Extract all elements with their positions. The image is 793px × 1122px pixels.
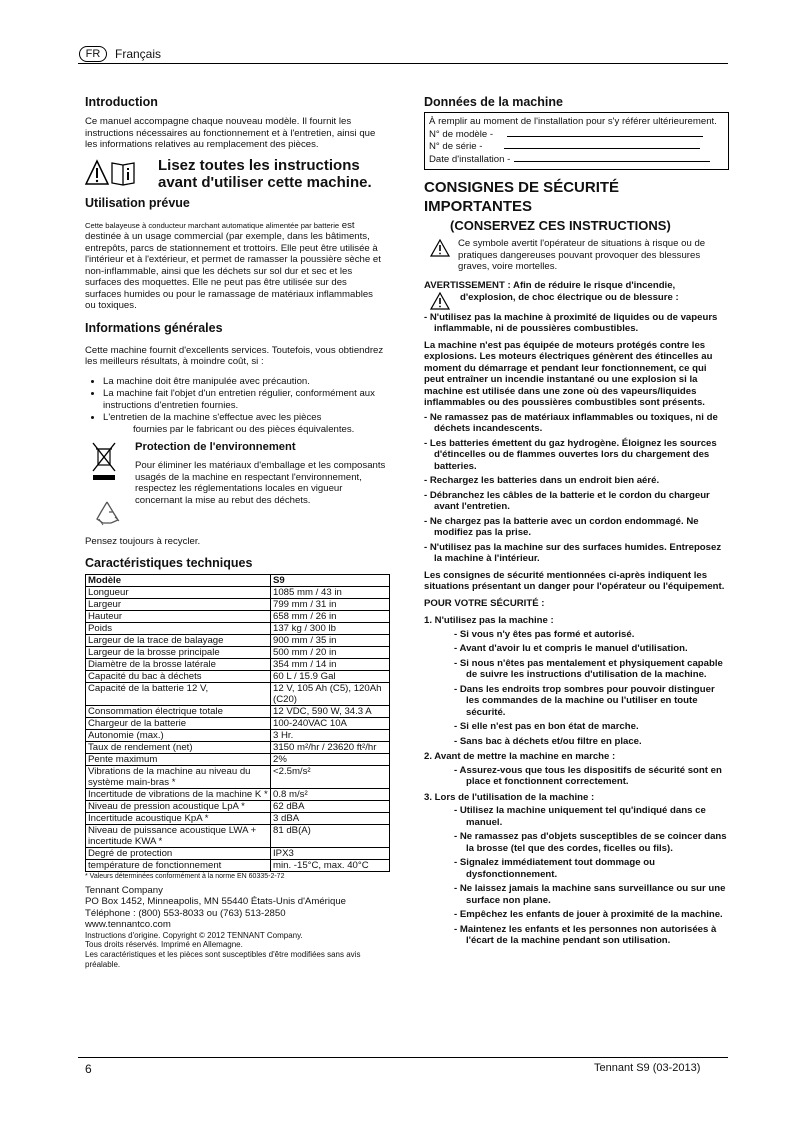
s1-items-item: - Sans bac à déchets et/ou filtre en place. <box>454 735 642 747</box>
warning-line-b-wrap <box>424 292 729 308</box>
s3-items-text: Signalez immédiatement tout dommage ou dysfonctionnement. <box>459 857 655 880</box>
symbol-text: Ce symbole avertit l'opérateur de situations à risque ou de pratiques dangereuses pouvant provoquer des blessures graves, voire mortelles. <box>458 238 706 273</box>
specs-row <box>86 847 390 859</box>
specs-row-label: Poids <box>86 622 271 634</box>
specs-row-value: 900 mm / 35 in <box>271 634 390 646</box>
warning-book-icon <box>85 159 137 187</box>
specs-row-label: Incertitude de vibrations de la machine K * <box>86 788 271 800</box>
company-phone: Téléphone : (800) 553-8033 ou (763) 513-2850 <box>85 907 286 919</box>
warning-line-1: Lisez toutes les instructions <box>158 156 360 174</box>
intended-use-title: Utilisation prévue <box>85 195 190 210</box>
general-info-title: Informations générales <box>85 320 223 335</box>
s3-items-text: Ne laissez jamais la machine sans surveillance ou sur une surface non plane. <box>459 883 726 906</box>
serial-number-label: N° de série - <box>429 141 483 152</box>
s1-items-text: Si elle n'est pas en bon état de marche. <box>459 721 639 733</box>
s3-items-text: Maintenez les enfants et les personnes non autorisées à l'écart de la machine pendant son utilisation. <box>459 923 717 947</box>
machine-data-note: À remplir au moment de l'installation pour s'y référer ultérieurement. <box>429 116 717 127</box>
s1-items-text: Si nous n'êtes pas mentalement et physiquement capable de suivre les instructions d'utilisation de la machine. <box>459 657 723 681</box>
specs-row-label: Longueur <box>86 586 271 598</box>
company-web[interactable]: www.tennantco.com <box>85 919 171 931</box>
safety-paragraph: La machine n'est pas équipée de moteurs protégés contre les explosions. Les moteurs électriques génèrent des étincelles au moment du démarrage et pendant leur fonctionnement, ce qui peut entraîner un incendie instantané ou une explosion si la machine est utilisée dans une zone où des vapeurs/liquides inflammables ou des poussières combustibles sont présents. <box>424 339 713 409</box>
specs-row-value: 60 L / 15.9 Gal <box>271 670 390 682</box>
footer-rule <box>78 1057 728 1058</box>
s1-items-text: Avant d'avoir lu et compris le manuel d'utilisation. <box>459 643 688 655</box>
specs-row-label: Pente maximum <box>86 753 271 765</box>
general-info-text: Cette machine fournit d'excellents services. Toutefois, vous obtiendrez les meilleurs résultats, à moindre coût, si : <box>85 344 384 367</box>
specs-row <box>86 682 390 705</box>
specs-row-value: 354 mm / 14 in <box>271 658 390 670</box>
specs-row <box>86 765 390 788</box>
specs-row <box>86 658 390 670</box>
specs-row-label: Largeur de la brosse principale <box>86 646 271 658</box>
warning-line-2: avant d'utiliser cette machine. <box>158 173 372 191</box>
safety-item-0: - N'utilisez pas la machine à proximité de liquides ou de vapeurs inflammable, ni de poussières combustibles. <box>424 311 718 335</box>
s3-items-item: - Maintenez les enfants et les personnes non autorisées à l'écart de la machine pendant son utilisation. <box>454 923 717 947</box>
machine-data-title: Données de la machine <box>424 95 563 109</box>
install-date-field[interactable] <box>514 153 710 162</box>
specs-title: Caractéristiques techniques <box>85 555 253 570</box>
safety-title-2: IMPORTANTES <box>424 197 533 215</box>
s3-items-text: Empêchez les enfants de jouer à proximité de la machine. <box>459 909 723 921</box>
specs-row <box>86 741 390 753</box>
specs-row <box>86 729 390 741</box>
intended-use-text-small: Cette balayeuse à conducteur marchant automatique alimentée par batterie <box>85 220 340 230</box>
read-warning <box>85 157 385 193</box>
specs-row-value: 12 V, 105 Ah (C5), 120Ah (C20) <box>271 682 390 705</box>
safety-title-1: CONSIGNES DE SÉCURITÉ <box>424 179 620 196</box>
specs-row-label: Autonomie (max.) <box>86 729 271 741</box>
specs-row-value: 799 mm / 31 in <box>271 598 390 610</box>
specs-row-value: 658 mm / 26 in <box>271 610 390 622</box>
specs-row-label: Consommation électrique totale <box>86 705 271 717</box>
machine-data-box <box>424 112 729 170</box>
specs-row-label: Taux de rendement (net) <box>86 741 271 753</box>
s3-items-item: - Ne laissez jamais la machine sans surveillance ou sur une surface non plane. <box>454 883 726 906</box>
environment-title: Protection de l'environnement <box>135 441 296 453</box>
warning-line-a: AVERTISSEMENT : Afin de réduire le risque d'incendie, <box>424 280 676 292</box>
specs-row <box>86 717 390 729</box>
company-address: PO Box 1452, Minneapolis, MN 55440 États-Unis d'Amérique <box>85 896 346 908</box>
crossed-bin-icon <box>91 441 117 483</box>
specs-row <box>86 586 390 598</box>
specs-row-value: 0.8 m/s² <box>271 788 390 800</box>
s3-items-text: Utilisez la machine uniquement tel qu'indiqué dans ce manuel. <box>459 805 706 828</box>
s1-items-text: Dans les endroits trop sombres pour pouvoir distinguer les commandes de la machine ou l'utiliser en toute sécurité. <box>459 683 715 718</box>
specs-row-value: 3150 m²/hr / 23620 ft²/hr <box>271 741 390 753</box>
warning-triangle-icon <box>430 239 450 257</box>
specs-row <box>86 788 390 800</box>
section-1-list <box>424 629 729 748</box>
safety-list-item: - N'utilisez pas la machine sur des surfaces humides. Entreposez la machine à l'intérieur. <box>424 541 722 565</box>
specs-row-label: Niveau de puissance acoustique LWA + incertitude KWA * <box>86 824 271 847</box>
environment-section <box>85 439 385 535</box>
s3-items-item: - Utilisez la machine uniquement tel qu'indiqué dans ce manuel. <box>454 805 706 828</box>
specs-row-label: Largeur de la trace de balayage <box>86 634 271 646</box>
company-name: Tennant Company <box>85 884 163 896</box>
specs-row-label: Niveau de pression acoustique LpA * <box>86 800 271 812</box>
consignes-text: Les consignes de sécurité mentionnées ci-après indiquent les situations présentant un danger pour l'opérateur ou l'équipement. <box>424 569 725 593</box>
specs-row-value: 1085 mm / 43 in <box>271 586 390 598</box>
safety-list-item-text: Ne ramassez pas de matériaux inflammables ou toxiques, ni de déchets incandescents. <box>429 411 718 435</box>
specs-row-value: min. -15°C, max. 40°C <box>271 859 390 871</box>
safety-items-list <box>424 412 729 565</box>
s1-items-item: - Dans les endroits trop sombres pour pouvoir distinguer les commandes de la machine ou l'utiliser en toute sécurité. <box>454 683 715 718</box>
specs-row <box>86 859 390 871</box>
specs-header-row <box>86 574 390 586</box>
specs-row-label: Chargeur de la batterie <box>86 717 271 729</box>
general-bullet-1: • La machine doit être manipulée avec précaution. <box>103 376 385 388</box>
section-3-title: 3. Lors de l'utilisation de la machine : <box>424 791 595 803</box>
safety-list-item: - Ne ramassez pas de matériaux inflammables ou toxiques, ni de déchets incandescents. <box>424 411 718 435</box>
general-bullet-3: • L'entretien de la machine s'effectue avec les pièces fournies par le fabricant ou des pièces équivalentes. <box>103 412 385 435</box>
specs-row-label: Vibrations de la machine au niveau du système main-bras * <box>86 765 271 788</box>
specs-row <box>86 670 390 682</box>
section-2-list <box>424 765 729 788</box>
intro-title: Introduction <box>85 95 158 109</box>
left-column <box>85 95 385 969</box>
specs-row-label: Capacité du bac à déchets <box>86 670 271 682</box>
s1-items-text: Sans bac à déchets et/ou filtre en place. <box>459 735 642 747</box>
specs-row-label: Hauteur <box>86 610 271 622</box>
specs-row <box>86 800 390 812</box>
specs-header-value: S9 <box>271 574 390 586</box>
specs-row-value: 62 dBA <box>271 800 390 812</box>
specs-row-label: Degré de protection <box>86 847 271 859</box>
specs-row-label: Largeur <box>86 598 271 610</box>
specs-row-value: 137 kg / 300 lb <box>271 622 390 634</box>
specs-row-label: Capacité de la batterie 12 V, <box>86 682 271 705</box>
specs-row-value: 12 VDC, 590 W, 34.3 A <box>271 705 390 717</box>
specs-row <box>86 634 390 646</box>
specs-row <box>86 824 390 847</box>
specs-row <box>86 646 390 658</box>
footer-title: Tennant S9 (03-2013) <box>594 1062 701 1074</box>
specs-row <box>86 610 390 622</box>
specs-row <box>86 622 390 634</box>
safety-list-item: - Les batteries émettent du gaz hydrogène. Éloignez les sources d'étincelles ou de flammes ouvertes lors du chargement des batteries. <box>424 437 717 472</box>
specs-row-label: Incertitude acoustique KpA * <box>86 812 271 824</box>
safety-list-item-text: Débranchez les câbles de la batterie et le cordon du chargeur avant l'entretien. <box>429 489 710 513</box>
warning-line-b: d'explosion, de choc électrique ou de blessure : <box>460 291 679 303</box>
model-number-label: N° de modèle - <box>429 128 494 140</box>
s3-items-item: - Empêchez les enfants de jouer à proximité de la machine. <box>454 909 723 921</box>
warning-triangle-icon-2 <box>430 292 450 310</box>
specs-row-value: 500 mm / 20 in <box>271 646 390 658</box>
specs-row <box>86 812 390 824</box>
language-name: Français <box>115 47 162 61</box>
recycle-icon <box>93 499 121 527</box>
general-bullet-2: • La machine fait l'objet d'un entretien régulier, conformément aux instructions d'entretien fournies. <box>103 388 385 411</box>
specs-row-label: température de fonctionnement <box>86 859 271 871</box>
specs-row-label: Diamètre de la brosse latérale <box>86 658 271 670</box>
safety-list-item: - Débranchez les câbles de la batterie et le cordon du chargeur avant l'entretien. <box>424 489 710 513</box>
page-number: 6 <box>85 1062 92 1076</box>
s1-items-item: - Si elle n'est pas en bon état de marche. <box>454 721 639 733</box>
serial-number-field[interactable] <box>504 140 700 149</box>
safety-list-item-text: Ne chargez pas la batterie avec un cordon endommagé. Ne modifiez pas la prise. <box>429 515 699 539</box>
header-rule <box>78 63 728 64</box>
s1-items-text: Si vous n'y êtes pas formé et autorisé. <box>459 628 635 640</box>
specs-row-value: IPX3 <box>271 847 390 859</box>
pour-votre-securite: POUR VOTRE SÉCURITÉ : <box>424 597 545 609</box>
safety-list-item: - Rechargez les batteries dans un endroit bien aéré. <box>424 475 660 487</box>
intended-use-text: est destinée à un usage commercial (par exemple, dans les bâtiments, entrepôts, parcs de stationnement et trottoirs. Elle peut être utilisée à l'intérieur et à l'extérieur, et permet de ramasser la poussière sèche et non-inflammable, ainsi que les déchets sur sol dur et sec et les surfaces des moquettes. Elle ne peut pas être utilisée sur des surfaces humides ou pour le ramassage de matériaux inflammables ou toxiques. <box>85 219 381 311</box>
safety-list-item-text: Les batteries émettent du gaz hydrogène. Éloignez les sources d'étincelles ou de flammes ouvertes lors du chargement des batteries. <box>429 437 717 472</box>
environment-text: Pour éliminer les matériaux d'emballage et les composants usagés de la machine en respectant l'environnement, respectez les réglementations locales en vigueur concernant la mise au rebut des déchets. <box>135 460 386 506</box>
specs-row <box>86 705 390 717</box>
safety-subtitle: (CONSERVEZ CES INSTRUCTIONS) <box>450 217 671 233</box>
recycle-text: Pensez toujours à recycler. <box>85 536 201 547</box>
symbol-explanation <box>424 238 729 276</box>
company-block <box>85 885 385 969</box>
specs-footnote: * Valeurs déterminées conformément à la norme EN 60335-2-72 <box>85 872 285 880</box>
specs-row <box>86 598 390 610</box>
s2-items-text: Assurez-vous que tous les dispositifs de sécurité sont en place et fonctionnent correctement. <box>459 764 722 788</box>
s3-items-text: Ne ramassez pas d'objets susceptibles de se coincer dans la brosse (tel que des cordes, ficelles ou fils). <box>459 831 727 854</box>
specs-header-model: Modèle <box>86 574 271 586</box>
language-badge: FR <box>79 46 107 62</box>
copyright-line: Instructions d'origine. Copyright © 2012 TENNANT Company. <box>85 930 303 940</box>
s2-items-item: - Assurez-vous que tous les dispositifs de sécurité sont en place et fonctionnent correctement. <box>454 764 722 788</box>
specs-row-value: 3 Hr. <box>271 729 390 741</box>
model-number-field[interactable] <box>507 128 703 137</box>
s1-items-item: - Si vous n'y êtes pas formé et autorisé. <box>454 628 635 640</box>
specs-row-value: <2.5m/s² <box>271 765 390 788</box>
section-2-title: 2. Avant de mettre la machine en marche : <box>424 751 616 763</box>
s3-items-item: - Ne ramassez pas d'objets susceptibles de se coincer dans la brosse (tel que des cordes, ficelles ou fils). <box>454 831 727 854</box>
install-date-label: Date d'installation - <box>429 153 511 165</box>
specs-table <box>85 574 390 872</box>
right-column <box>424 95 729 950</box>
specs-row-value: 2% <box>271 753 390 765</box>
disclaimer-line: Les caractéristiques et les pièces sont susceptibles d'être modifiées sans avis préalable. <box>85 950 361 969</box>
s1-items-item: - Avant d'avoir lu et compris le manuel d'utilisation. <box>454 643 688 655</box>
specs-row-value: 81 dB(A) <box>271 824 390 847</box>
section-3-list <box>424 805 729 947</box>
section-1-title: 1. N'utilisez pas la machine : <box>424 615 554 627</box>
specs-row-value: 3 dBA <box>271 812 390 824</box>
rights-line: Tous droits réservés. Imprimé en Allemagne. <box>85 940 243 950</box>
safety-list-item-text: N'utilisez pas la machine sur des surfaces humides. Entreposez la machine à l'intérieur. <box>429 541 722 565</box>
intro-text: Ce manuel accompagne chaque nouveau modèle. Il fournit les instructions nécessaires au fonctionnement et à l'entretien, ainsi que les informations relatives au remplacement des pièces. <box>85 116 376 150</box>
specs-row <box>86 753 390 765</box>
safety-list-item-text: Rechargez les batteries dans un endroit bien aéré. <box>429 475 660 487</box>
s3-items-item: - Signalez immédiatement tout dommage ou dysfonctionnement. <box>454 857 655 880</box>
specs-row-value: 100-240VAC 10A <box>271 717 390 729</box>
s1-items-item: - Si nous n'êtes pas mentalement et physiquement capable de suivre les instructions d'utilisation de la machine. <box>454 657 723 681</box>
safety-list-item: - Ne chargez pas la batterie avec un cordon endommagé. Ne modifiez pas la prise. <box>424 515 699 539</box>
